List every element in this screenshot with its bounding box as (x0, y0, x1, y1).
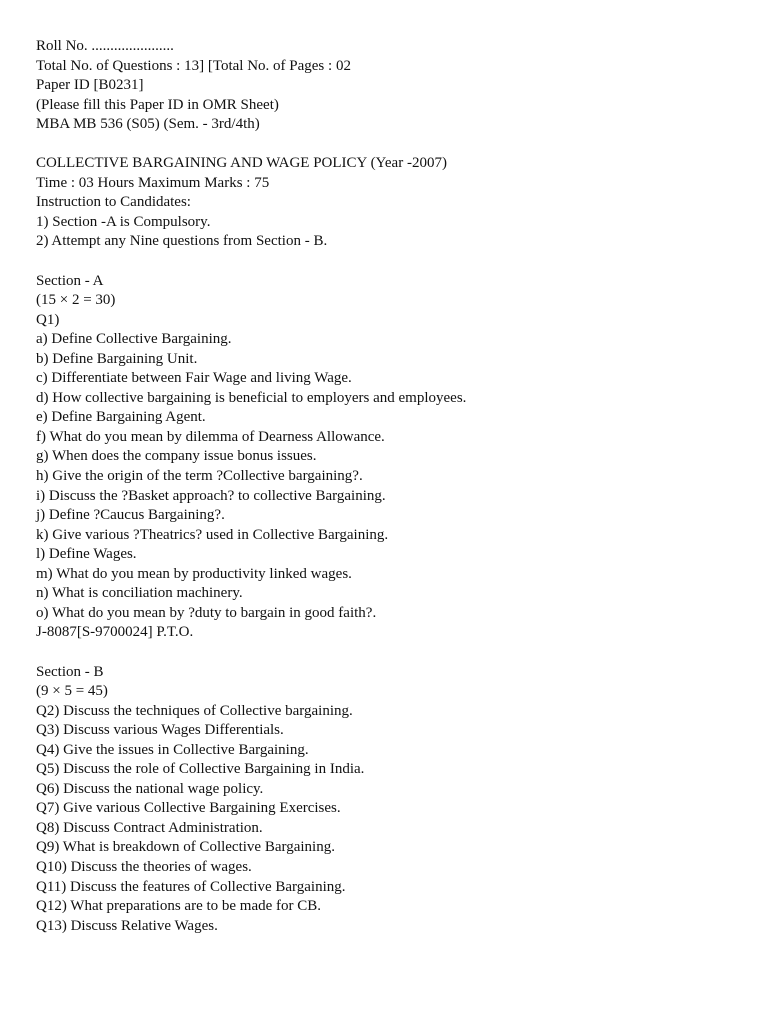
time-and-marks: Time : 03 Hours Maximum Marks : 75 (36, 174, 270, 191)
section-b-item: Q8) Discuss Contract Administration. (36, 819, 263, 836)
roll-number: Roll No. ...................... (36, 38, 174, 54)
paper-title: COLLECTIVE BARGAINING AND WAGE POLICY (Year -2007) (36, 155, 447, 172)
section-b-item: Q5) Discuss the role of Collective Bargaining in India. (36, 761, 365, 778)
section-b-item: Q4) Give the issues in Collective Bargaining. (36, 741, 309, 758)
section-b-item: Q2) Discuss the techniques of Collective bargaining. (36, 702, 353, 719)
section-b-item: Q7) Give various Collective Bargaining Exercises. (36, 800, 341, 817)
section-a-item: b) Define Bargaining Unit. (36, 350, 198, 367)
section-b-item: Q13) Discuss Relative Wages. (36, 917, 218, 934)
instruction-item: 2) Attempt any Nine questions from Section - B. (36, 233, 328, 250)
section-a-item: o) What do you mean by ?duty to bargain in good faith?. (36, 604, 377, 621)
section-b-item: Q6) Discuss the national wage policy. (36, 780, 264, 797)
paper-id: Paper ID [B0231] (36, 77, 144, 94)
course-code: MBA MB 536 (S05) (Sem. - 3rd/4th) (36, 116, 260, 133)
spacer (36, 643, 736, 663)
exam-paper (36, 37, 736, 936)
section-a-item: n) What is conciliation machinery. (36, 585, 243, 602)
spacer (36, 252, 736, 272)
section-a-item: a) Define Collective Bargaining. (36, 331, 232, 348)
section-a-item: d) How collective bargaining is beneficial to employers and employees. (36, 389, 467, 406)
section-a-item: i) Discuss the ?Basket approach? to collective Bargaining. (36, 487, 386, 504)
instruction-heading: Instruction to Candidates: (36, 194, 191, 211)
section-a-item: k) Give various ?Theatrics? used in Collective Bargaining. (36, 526, 389, 543)
section-a-marks: (15 × 2 = 30) (36, 292, 116, 309)
omr-note: (Please fill this Paper ID in OMR Sheet) (36, 96, 279, 113)
section-b-item: Q10) Discuss the theories of wages. (36, 858, 252, 875)
section-a-item: e) Define Bargaining Agent. (36, 409, 206, 426)
section-a-heading: Section - A (36, 272, 104, 289)
section-a-item: m) What do you mean by productivity linked wages. (36, 565, 352, 582)
section-b-marks: (9 × 5 = 45) (36, 683, 108, 700)
section-a-item: g) When does the company issue bonus issues. (36, 448, 317, 465)
question-1-label: Q1) (36, 311, 60, 328)
section-b-heading: Section - B (36, 663, 104, 680)
section-a-item: f) What do you mean by dilemma of Dearness Allowance. (36, 428, 385, 445)
instruction-item: 1) Section -A is Compulsory. (36, 213, 211, 230)
section-a-item: l) Define Wages. (36, 546, 137, 563)
section-b-item: Q9) What is breakdown of Collective Bargaining. (36, 839, 335, 856)
section-a-item: h) Give the origin of the term ?Collective bargaining?. (36, 468, 363, 485)
question-page-totals: Total No. of Questions : 13] [Total No. of Pages : 02 (36, 57, 351, 74)
section-a-item: c) Differentiate between Fair Wage and living Wage. (36, 370, 352, 387)
section-b-item: Q3) Discuss various Wages Differentials. (36, 722, 284, 739)
page-footer-code: J-8087[S-9700024] P.T.O. (36, 624, 194, 641)
section-b-item: Q11) Discuss the features of Collective Bargaining. (36, 878, 346, 895)
spacer (36, 135, 736, 155)
section-b-item: Q12) What preparations are to be made for CB. (36, 898, 322, 915)
section-a-item: j) Define ?Caucus Bargaining?. (36, 507, 225, 524)
